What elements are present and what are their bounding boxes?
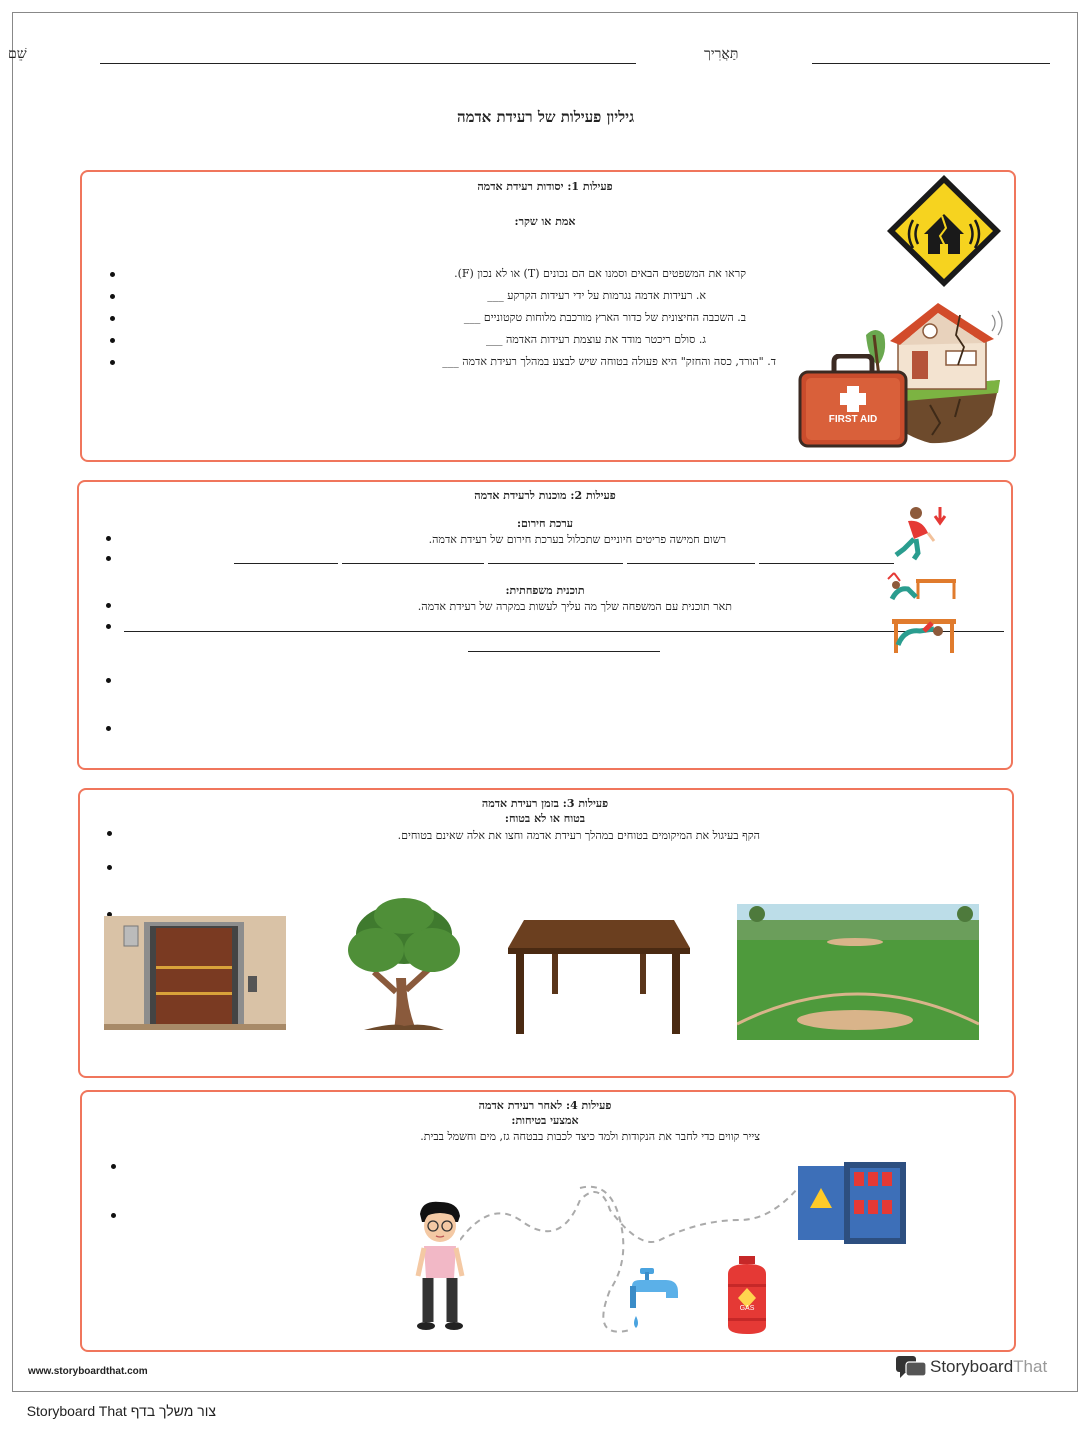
activity3-heading: פעילות 3: בזמן רעידת אדמה — [481, 797, 609, 810]
activity1-item-b: ב. השכבה החיצונית של כדור הארץ מורכבת מלוחות טקטוניים ___ — [463, 311, 746, 324]
date-line[interactable] — [812, 63, 1050, 64]
bullet — [106, 726, 111, 731]
footer-url[interactable]: www.storyboardthat.com — [28, 1366, 148, 1377]
drop-cover-hold-icon — [884, 503, 964, 661]
name-line[interactable] — [100, 63, 636, 64]
activity1-item-d: ד. "הורד, כסה והחזק" היא פעולה בטוחה שיש לבצע במהלך רעידת אדמה ___ — [442, 355, 776, 368]
activity4-heading: פעילות 4: לאחר רעידת אדמה — [478, 1099, 612, 1112]
activity3-subheading: בטוח או לא בטוח: — [504, 812, 586, 825]
kit-item-line[interactable] — [488, 563, 623, 564]
boy-character-icon — [412, 1200, 468, 1332]
activity4-instruction: צייר קווים כדי לחבר את הנקודות ולמד כיצד לכבות בבטחה גז, מים וחשמל בבית. — [420, 1130, 760, 1143]
gas-label: GAS — [739, 1305, 755, 1312]
activity1-heading: פעילות 1: יסודות רעידת אדמה — [477, 180, 613, 193]
activity1-item-c: ג. סולם ריכטר מודד את עוצמת רעידות האדמה ___ — [485, 333, 706, 346]
open-field-icon[interactable] — [737, 904, 979, 1040]
activity3-instruction: הקף בעיגול את המיקומים בטוחים במהלך רעידת אדמה וחצו את אלה שאינם בטוחים. — [397, 829, 760, 842]
family-plan-heading: תוכנית משפחתית: — [505, 584, 585, 597]
bullet — [106, 556, 111, 561]
emergency-kit-instruction: רשום חמישה פריטים חיוניים שתכלול בערכת חירום של רעידת אדמה. — [428, 533, 726, 546]
elevator-icon[interactable] — [104, 916, 286, 1030]
gas-cylinder-icon[interactable] — [722, 1256, 772, 1338]
electric-panel-icon[interactable] — [798, 1162, 906, 1244]
family-plan-line[interactable] — [124, 631, 1004, 632]
activity2-heading: פעילות 2: מוכנות לרעידת אדמה — [474, 489, 616, 502]
credit-line[interactable]: צור משלך בדף Storyboard That — [26, 1403, 216, 1419]
kit-item-line[interactable] — [759, 563, 894, 564]
first-aid-kit-icon — [798, 354, 908, 448]
storyboardthat-logo-icon — [896, 1354, 928, 1380]
water-faucet-icon[interactable] — [626, 1264, 684, 1334]
kit-item-line[interactable] — [342, 563, 484, 564]
bullet — [106, 624, 111, 629]
bullet — [107, 831, 112, 836]
activity1-instruction: קראו את המשפטים הבאים וסמנו אם הם נכונים (T) או לא נכון (F). — [454, 267, 746, 280]
bullet — [111, 1213, 116, 1218]
bullet — [111, 1164, 116, 1169]
bullet — [106, 536, 111, 541]
family-plan-line[interactable] — [468, 651, 660, 652]
bullet — [110, 338, 115, 343]
date-label: תַּאֲרִיך — [704, 46, 739, 62]
tree-icon[interactable] — [344, 892, 466, 1034]
bullet — [110, 272, 115, 277]
bullet — [107, 865, 112, 870]
family-plan-instruction: תאר תוכנית עם המשפחה שלך מה עליך לעשות במקרה של רעידת אדמה. — [417, 600, 732, 613]
name-label: שֵׁם — [8, 46, 27, 62]
first-aid-label: FIRST AID — [828, 414, 878, 425]
kit-item-line[interactable] — [627, 563, 755, 564]
bullet — [106, 678, 111, 683]
brand-name — [930, 1357, 1047, 1377]
earthquake-warning-sign-icon — [884, 172, 1004, 290]
brand-storyboard: Storyboard — [930, 1357, 1014, 1376]
activity4-subheading: אמצעי בטיחות: — [511, 1114, 579, 1127]
table-icon[interactable] — [506, 920, 692, 1036]
kit-item-line[interactable] — [234, 563, 338, 564]
bullet — [106, 603, 111, 608]
activity1-subheading: אמת או שקר: — [514, 215, 576, 228]
worksheet-title: גיליון פעילות של רעידת אדמה — [456, 108, 635, 126]
brand-that: That — [1013, 1357, 1048, 1376]
bullet — [110, 294, 115, 299]
activity1-item-a: א. רעידות אדמה נגרמות על ידי רעידות הקרקע ___ — [487, 289, 706, 302]
bullet — [110, 360, 115, 365]
bullet — [110, 316, 115, 321]
emergency-kit-heading: ערכת חירום: — [516, 517, 574, 530]
